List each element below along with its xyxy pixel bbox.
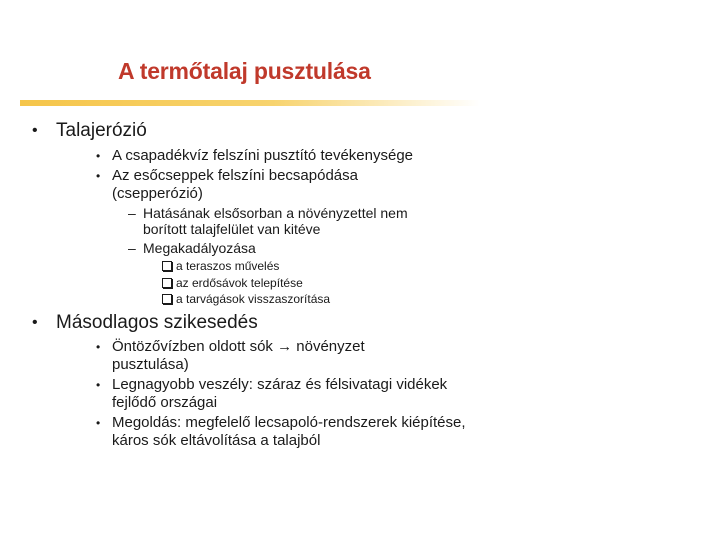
- section-heading-label: Talajerózió: [56, 120, 147, 141]
- checkbox-square-icon: [162, 261, 172, 271]
- checkbox-square-icon: [162, 278, 172, 288]
- bullet-icon: •: [96, 169, 101, 183]
- sub-list-item-text: Megakadályozása: [143, 240, 256, 256]
- sub-list-item-text: Hatásának elsősorban a növényzettel nem borított talajfelület van kitéve: [143, 205, 408, 237]
- list-item-text: A csapadékvíz felszíni pusztító tevékenysége: [112, 147, 414, 164]
- bullet-icon: •: [96, 149, 101, 163]
- checklist-item-text: a tarvágások visszaszorítása: [176, 292, 331, 306]
- checklist-item-text: a teraszos művelés: [176, 259, 280, 273]
- checklist-item: [162, 292, 330, 307]
- section-heading-label: Másodlagos szikesedés: [56, 312, 258, 333]
- slide-title: A termőtalaj pusztulása: [118, 58, 371, 84]
- checkbox-square-icon: [162, 294, 172, 304]
- bullet-icon: •: [32, 122, 38, 139]
- checklist-item-text: az erdősávok telepítése: [176, 276, 303, 290]
- list-item-text: Legnagyobb veszély: száraz és félsivatagi vidékek fejlődő országai: [112, 376, 448, 411]
- bullet-icon: •: [96, 340, 101, 354]
- bullet-icon: •: [96, 378, 101, 392]
- bullet-icon: •: [32, 314, 38, 331]
- dash-icon: –: [128, 240, 136, 256]
- checklist-item: [162, 259, 279, 274]
- list-item-text: Öntözővízben oldott sók → növényzet pusztulása): [112, 338, 365, 373]
- checklist-item: [162, 276, 303, 291]
- list-item-text: Megoldás: megfelelő lecsapoló-rendszerek kiépítése, káros sók eltávolítása a talajból: [112, 414, 466, 449]
- list-item-text: Az esőcseppek felszíni becsapódása (csepperózió): [112, 167, 358, 202]
- title-underline: [20, 100, 480, 106]
- bullet-icon: •: [96, 416, 101, 430]
- dash-icon: –: [128, 205, 136, 221]
